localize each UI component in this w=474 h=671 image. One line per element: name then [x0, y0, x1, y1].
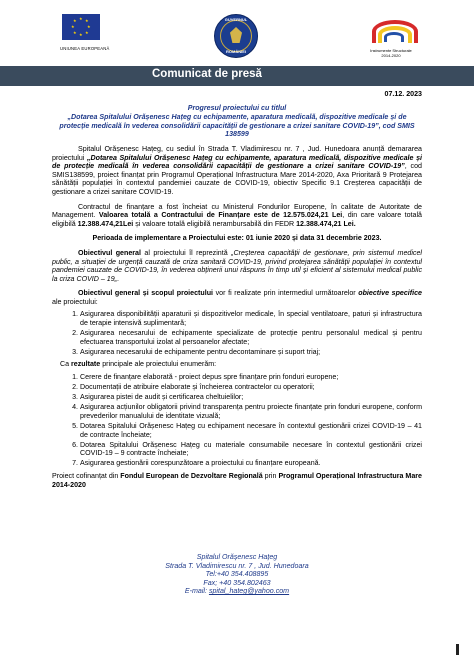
gov-seal-bottom-text: ROMÂNIEI: [226, 49, 246, 54]
p5-text-d: ale proiectului:: [52, 297, 98, 306]
structural-instruments-label: [356, 48, 426, 58]
footer-org: Spitalul Orășenesc Hațeg: [196, 553, 278, 561]
paragraph-announcement: [52, 145, 422, 197]
p2-text-c: , din care valoare totală eligibilă: [52, 211, 422, 228]
footer-email-label: E-mail:: [184, 587, 209, 596]
project-title: „Dotarea Spitalului Orășenesc Hațeg cu echipamente, aparatura medicală, dispozitive medicale și de protecție medicală în vederea consolidării capacității de gestionare a crizei sanitare COVID-19”, cod SMIS 138599: [59, 113, 415, 139]
document-body: [52, 88, 422, 489]
banner-title: Comunicat de presă: [152, 68, 262, 80]
closing-text-c: prin: [262, 471, 279, 480]
si-label-line-1: Instrumente Structurale: [370, 48, 412, 53]
footer-address: Strada T. Vladimirescu nr. 7 , Jud. Hunedoara: [165, 561, 309, 570]
eu-label: UNIUNEA EUROPEANĂ: [60, 46, 110, 51]
list-item: 4. Asigurarea acțiunilor obligatorii privind transparența pentru proiecte finanțate prin fonduri europene, conform prevederilor manualului de identitate vizuală;: [80, 403, 422, 420]
list-item: 7. Asigurarea gestionării corespunzătoare a proiectului cu finanțare europeană.: [80, 459, 422, 468]
footer-tel: Tel:+40 354.408895: [205, 570, 269, 579]
footer-email-line: [52, 587, 422, 596]
list-item: 6. Dotarea Spitalului Orășenesc Hațeg cu materiale consumabile necesare în contextul gestionării crizei COVID-19 – 9 contracte încheiate;: [80, 441, 422, 458]
p2-total-value: Valoarea totală a Contractului de Finanțare este de 12.575.024,21 Lei: [98, 211, 343, 220]
contact-footer: [52, 553, 422, 596]
list-item: 5. Dotarea Spitalului Orășenesc Hațeg cu echipament necesare în contextul gestionării crizei COVID-19 – 41 de contracte încheiate;: [80, 422, 422, 439]
p5-label: Obiectivul general și scopul proiectului: [78, 289, 214, 298]
specific-objectives-list: [52, 310, 422, 356]
p4-text-d: .: [117, 274, 120, 283]
results-text-c: principale ale proiectului enumerăm:: [100, 360, 217, 369]
p2-text-e: și valoare totală eligibilă nerambursabilă din FEDR: [133, 219, 297, 228]
p5-text-b: vor fi realizate prin intermediul următoarelor: [213, 289, 359, 298]
results-intro: [52, 360, 422, 369]
p5-specific-label: obiective specifice: [358, 289, 422, 298]
gov-seal-top-text: GUVERNUL: [224, 17, 248, 22]
p4-objective-text: „Creșterea capacității de gestionare, prin sistemul medicel public, a situației de urgență cauzată de criza sanitară COVID-19, privind protejarea sănătății populației în contextul pandemiei cauzate de COVID-19, în vederea obținerii unui răspuns în timp util și eficient al sistemului medical public la criza COVID – 19„: [52, 248, 422, 283]
closing-fund: Fondul European de Dezvoltare Regională: [120, 471, 263, 480]
p1-project-title: „Dotarea Spitalului Orășenesc Hațeg cu echipamente, aparatura medicală, dispozitive medicale și de protecție medicală în vederea consolidării capacității de gestionare a crizei sanitare COVID-19”: [52, 153, 422, 171]
p2-eligible-value: 12.388.474,21Lei: [77, 219, 134, 228]
closing-programme: Programul Operațional Infrastructura Mare: [278, 471, 422, 480]
si-label-line-2: 2014-2020: [381, 53, 401, 58]
paragraph-contract: [52, 203, 422, 229]
government-seal-icon: [214, 14, 258, 58]
list-item: 1. Cerere de finanțare elaborată - proiect depus spre finanțare prin fonduri europene;: [80, 373, 422, 382]
results-text-a: Ca: [60, 360, 72, 369]
list-item: 2. Documentații de atribuire elaborate și încheierea contractelor cu operatorii;: [80, 383, 422, 392]
list-item: 1. Asigurarea disponibilității aparaturii și dispozitivelor medicale, în special ventilatoare, paturi și infrastructura de terapie intensivă suplimentară;: [80, 310, 422, 327]
p1-text-a: Spitalul Orășenesc Hațeg, cu sediul în Strada T. Vladimirescu nr. 7 , Jud. Hunedoara anunță demararea proiectului: [52, 144, 422, 162]
closing-text-a: Proiect cofinanțat din: [52, 471, 121, 480]
page-edge-mark: [456, 644, 459, 655]
paragraph-specific-objectives-intro: [52, 289, 422, 306]
p1-text-c: , cod SMIS138599, proiect finanțat prin Programul Operațional Infrastructura Mare 2014-2020, Axa Prioritară 9 Protejarea sănătății populației în contextul pandemiei cauzate de COVID-19, obiectiv Specific 9.1 Creșterea capacității de gestionare a crizei sanitare COVID-19.: [52, 162, 422, 196]
p4-text-b: al proiectului îl reprezintă: [140, 248, 232, 257]
document-date: 07.12. 2023: [384, 90, 422, 98]
p2-text-a: Contractul de finanțare a fost încheiat cu Ministerul Fondurilor Europene, în calitate de Autoritate de Management.: [52, 202, 422, 220]
results-label: rezultate: [71, 360, 101, 369]
eu-flag-icon: ★ ★ ★ ★ ★ ★ ★ ★: [62, 14, 100, 40]
p2-fedr-value: 12.388.474,21 Lei.: [296, 219, 356, 228]
footer-fax: Fax; +40 354.802463: [203, 578, 271, 587]
p4-label: Obiectivul general: [78, 248, 141, 257]
list-item: 3. Asigurarea pistei de audit și certificarea cheltuielilor;: [80, 393, 422, 402]
project-heading-intro: Progresul proiectului cu titlul: [187, 103, 287, 112]
implementation-period: Perioada de implementare a Proiectului este: 01 iunie 2020 și data 31 decembrie 2023.: [92, 234, 382, 243]
header-logos: [0, 0, 474, 68]
paragraph-general-objective: [52, 249, 422, 283]
structural-instruments-logo-icon: [368, 16, 414, 46]
closing-period: 2014-2020: [52, 480, 86, 489]
email-link[interactable]: spital_hateg@yahoo.com: [208, 587, 290, 596]
cofinancing-statement: [52, 472, 422, 489]
list-item: 2. Asigurarea necesarului de echipamente specializate de protecție pentru personalul medical și pentru efectuarea transportului izolat al persoanelor afectate;: [80, 329, 422, 346]
results-list: [52, 373, 422, 468]
list-item: 3. Asigurarea necesarului de echipamente pentru decontaminare și suport triaj;: [80, 348, 422, 357]
